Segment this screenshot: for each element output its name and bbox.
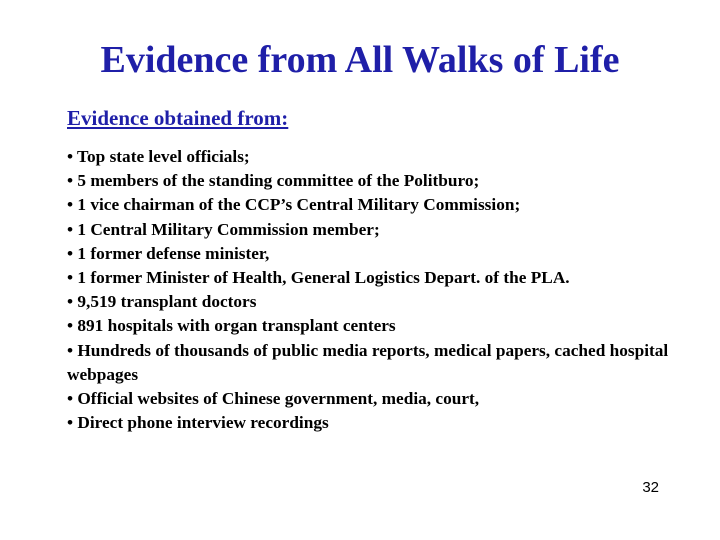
evidence-subheading: Evidence obtained from: (67, 106, 289, 130)
bullet-item-official-websites: • Official websites of Chinese government, media, court, (67, 389, 480, 409)
bullet-item-health-minister: • 1 former Minister of Health, General Logistics Depart. of the PLA. (67, 268, 570, 288)
bullet-item-cmc-member: • 1 Central Military Commission member; (67, 219, 380, 239)
bullet-item-hospitals: • 891 hospitals with organ transplant centers (67, 316, 396, 336)
bullet-item-officials: • Top state level officials; (67, 147, 250, 166)
bullet-item-transplant-doctors: • 9,519 transplant doctors (67, 292, 257, 312)
evidence-bullet-list (67, 145, 677, 435)
page-number: 32 (642, 479, 659, 496)
bullet-item-phone-recordings: • Direct phone interview recordings (67, 413, 329, 433)
bullet-item-politburo: • 5 members of the standing committee of the Politburo; (67, 171, 480, 191)
bullet-item-media-reports: • Hundreds of thousands of public media reports, medical papers, cached hospital webpages (67, 340, 669, 384)
bullet-item-defense-minister: • 1 former defense minister, (67, 243, 270, 263)
bullet-item-vice-chairman: • 1 vice chairman of the CCP’s Central Military Commission; (67, 195, 521, 215)
slide-title: Evidence from All Walks of Life (100, 39, 620, 81)
